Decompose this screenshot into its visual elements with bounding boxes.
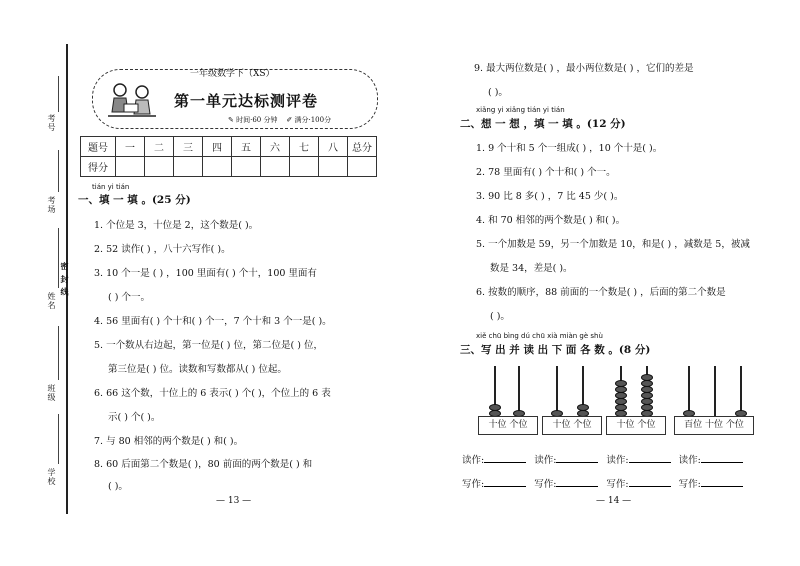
answer-blank[interactable]	[701, 486, 743, 487]
table-cell: 八	[319, 137, 348, 157]
read-label: 读作:	[462, 455, 485, 466]
abacus-place-labels	[674, 416, 754, 435]
read-label: 读作:	[606, 455, 629, 466]
s1-q7: 7. 与 80 相邻的两个数是( ) 和( )。	[94, 436, 244, 447]
name-label: 姓名	[47, 292, 56, 310]
page-number-14: — 14 —	[596, 496, 632, 506]
place-label: 个位	[573, 420, 592, 430]
table-cell: 三	[174, 137, 203, 157]
score-input-row	[81, 157, 377, 177]
read-label: 读作:	[678, 455, 701, 466]
read-label: 读作:	[534, 455, 557, 466]
exam-no-line	[58, 76, 59, 112]
write-label: 写作:	[534, 479, 557, 490]
s2-q2: 2. 78 里面有( ) 个十和( ) 个一。	[476, 167, 616, 178]
clock-icon: ✎	[228, 116, 234, 124]
score-cell[interactable]	[261, 157, 290, 177]
table-cell: 七	[290, 137, 319, 157]
s1-q6b: 示( ) 个( )。	[108, 412, 161, 423]
write-label: 写作:	[606, 479, 629, 490]
table-cell: 四	[203, 137, 232, 157]
write-label: 写作:	[462, 479, 485, 490]
s2-q6a: 6. 按数的顺序，88 前面的一个数是( ) ，后面的第二个数是	[476, 287, 726, 298]
s1-q9b: ( )。	[488, 87, 508, 98]
s2-q5a: 5. 一个加数是 59，另一个加数是 10，和是( ) ，减数是 5，被减	[476, 239, 750, 250]
score-cell[interactable]	[232, 157, 261, 177]
page-number-13: — 13 —	[216, 496, 252, 506]
abacus-rod	[714, 366, 716, 420]
place-label: 百位	[684, 420, 703, 430]
place-label: 十位	[704, 420, 723, 430]
abacus-3	[606, 364, 666, 440]
s1-q9: 9. 最大两位数是( ) ，最小两位数是( ) ，它们的差是	[474, 63, 694, 74]
s1-q3a: 3. 10 个一是 ( ) ，100 里面有( ) 个十，100 里面有	[94, 268, 317, 279]
page-title: 第一单元达标测评卷	[174, 92, 319, 110]
place-label: 个位	[509, 420, 528, 430]
score-cell[interactable]	[319, 157, 348, 177]
write-row	[462, 476, 743, 490]
class-line	[58, 326, 59, 380]
table-cell: 总分	[348, 137, 377, 157]
s1-q6a: 6. 66 这个数，十位上的 6 表示( ) 个( )，个位上的 6 表	[94, 388, 331, 399]
answer-blank[interactable]	[629, 486, 671, 487]
grade-subtitle: 一年级数学下（XS）	[190, 69, 275, 79]
s1-q8b: ( )。	[108, 481, 128, 492]
place-label: 十位	[616, 420, 635, 430]
kids-illustration-icon	[104, 80, 160, 123]
binding-strip	[0, 0, 72, 566]
write-label: 写作:	[678, 479, 701, 490]
exam-meta	[228, 115, 331, 125]
section2-pinyin: xiǎng yi xiǎng tián yi tián	[476, 106, 565, 114]
answer-blank[interactable]	[629, 462, 671, 463]
score-cell[interactable]	[203, 157, 232, 177]
s1-q8a: 8. 60 后面第二个数是( )，80 前面的两个数是( ) 和	[94, 459, 313, 470]
s1-q4: 4. 56 里面有( ) 个十和( ) 个一，7 个十和 3 个一是( )。	[94, 316, 332, 327]
table-cell: 六	[261, 137, 290, 157]
s2-q4: 4. 和 70 相邻的两个数是( ) 和( )。	[476, 215, 626, 226]
score-cell[interactable]	[348, 157, 377, 177]
read-row	[462, 452, 743, 466]
score-cell[interactable]	[116, 157, 145, 177]
s1-q1: 1. 个位是 3，十位是 2，这个数是( )。	[94, 220, 259, 231]
abacus-2	[542, 364, 602, 440]
answer-blank[interactable]	[484, 462, 526, 463]
seal-label: 密 封 线	[60, 262, 70, 297]
table-cell: 二	[145, 137, 174, 157]
place-label: 十位	[488, 420, 507, 430]
s1-q2: 2. 52 读作( ) ，八十六写作( )。	[94, 244, 231, 255]
abacus-4	[674, 364, 754, 440]
s2-q3: 3. 90 比 8 多( ) ，7 比 45 少( )。	[476, 191, 624, 202]
place-label: 个位	[725, 420, 744, 430]
section1-title: 一、填 一 填 。(25 分)	[78, 194, 191, 206]
school-label: 学校	[47, 468, 56, 486]
score-header-row	[81, 137, 377, 157]
place-label: 十位	[552, 420, 571, 430]
score-cell[interactable]	[145, 157, 174, 177]
s2-q5b: 数是 34，差是( )。	[490, 263, 573, 274]
school-line	[58, 414, 59, 464]
pencil-icon: ✐	[286, 116, 293, 124]
abacus-place-labels	[478, 416, 538, 435]
score-cell[interactable]	[174, 157, 203, 177]
section3-pinyin: xiě chū bìng dú chū xià miàn gè shù	[476, 332, 603, 340]
full-score: 满分·100分	[294, 116, 332, 124]
abacus-place-labels	[606, 416, 666, 435]
exam-no-label: 考号	[47, 114, 56, 132]
answer-blank[interactable]	[701, 462, 743, 463]
table-cell: 得分	[81, 157, 116, 177]
name-line	[58, 228, 59, 288]
answer-blank[interactable]	[556, 486, 598, 487]
score-cell[interactable]	[290, 157, 319, 177]
s1-q5a: 5. 一个数从右边起，第一位是( ) 位，第二位是( ) 位，	[94, 340, 323, 351]
class-label: 班级	[47, 384, 56, 402]
exam-room-line	[58, 150, 59, 192]
section2-title: 二、想 一 想 ，填 一 填 。(12 分)	[460, 118, 626, 130]
s1-q3b: ( ) 个一。	[108, 292, 150, 303]
table-cell: 五	[232, 137, 261, 157]
place-label: 个位	[637, 420, 656, 430]
answer-blank[interactable]	[556, 462, 598, 463]
table-cell: 题号	[81, 137, 116, 157]
s1-q5b: 第三位是( ) 位。读数和写数都从( ) 位起。	[108, 364, 287, 375]
score-table	[80, 136, 377, 177]
table-cell: 一	[116, 137, 145, 157]
answer-blank[interactable]	[484, 486, 526, 487]
section3-title: 三、写 出 并 读 出 下 面 各 数 。(8 分)	[460, 344, 651, 356]
abacus-place-labels	[542, 416, 602, 435]
abacus-1	[478, 364, 538, 440]
time-limit: 时间·60 分钟	[236, 116, 278, 124]
exam-room-label: 考场	[47, 196, 56, 214]
s2-q1: 1. 9 个十和 5 个一组成( ) ，10 个十是( )。	[476, 143, 663, 154]
s2-q6b: ( )。	[490, 311, 510, 322]
section1-pinyin: tián yi tián	[92, 183, 130, 191]
